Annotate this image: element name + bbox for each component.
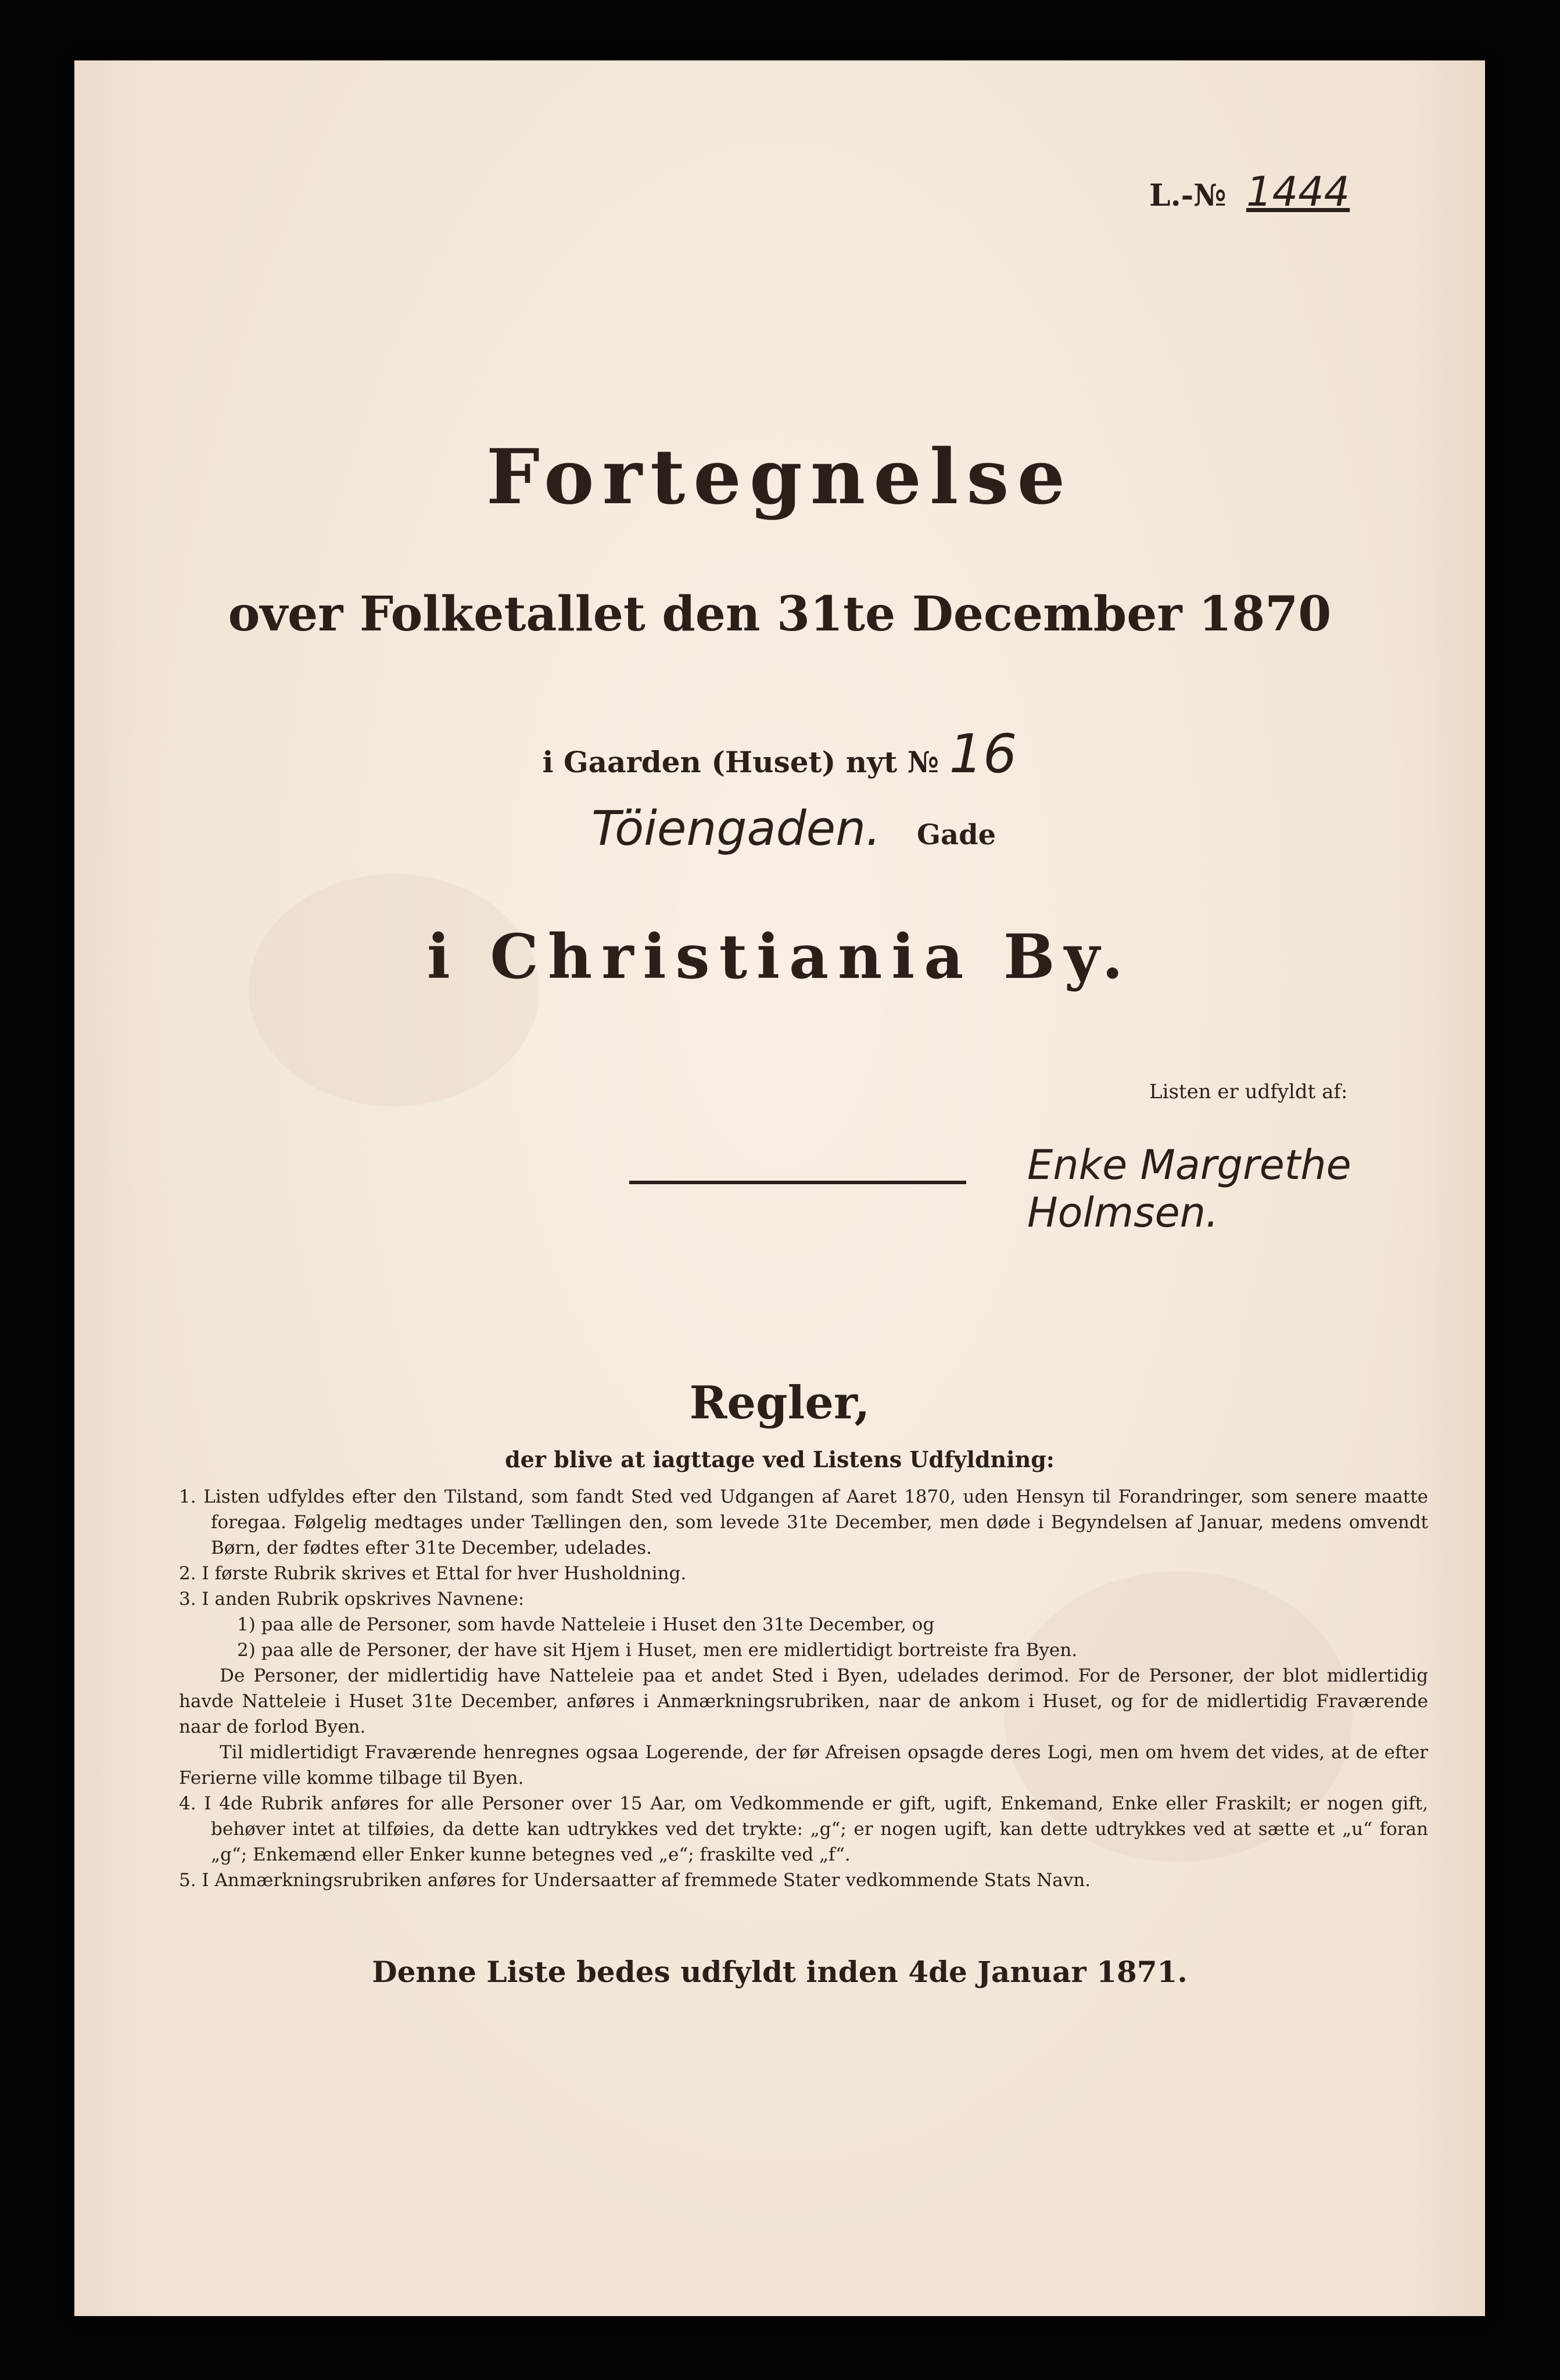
rules-list — [179, 1484, 1428, 1893]
rule-subitem: 2) paa alle de Personer, der have sit Hjem i Huset, men ere midlertidigt bortreiste fra Byen. — [237, 1640, 1078, 1661]
street-name-handwritten: Töiengaden. — [591, 801, 881, 856]
rule-item: 5. I Anmærkningsrubriken anføres for Undersaatter af fremmede Stater vedkommende Stats Navn. — [179, 1870, 1091, 1891]
list-number-label: L.-№ — [1149, 178, 1227, 213]
deadline-note: Denne Liste bedes udfyldt inden 4de Januar 1871. — [372, 1955, 1188, 1989]
gaard-line — [74, 723, 1485, 785]
city-line: i Christiania By. — [426, 920, 1133, 992]
list-number-value: 1444 — [1246, 168, 1350, 216]
rule-item: 4. I 4de Rubrik anføres for alle Personer over 15 Aar, om Vedkommende er gift, ugift, Enkemand, Enke eller Fraskilt; er nogen gift, behøver intet at tilføies, da dette kan udtrykkes ved det trykte: „g“; er nogen ugift, kan dette udtrykkes ved at sætte et „u“ foran „g“; Enkemænd eller Enker kunne betegnes ved „e“; fraskilte ved „f“. — [179, 1793, 1428, 1865]
rule-paragraph: Til midlertidigt Fraværende henregnes ogsaa Logerende, der før Afreisen opsagde deres Logi, men om hvem det vides, at de efter Ferierne ville komme tilbage til Byen. — [179, 1742, 1428, 1788]
rule-item: 1. Listen udfyldes efter den Tilstand, som fandt Sted ved Udgangen af Aaret 1870, uden Hensyn til Forandringer, som senere maatte foregaa. Følgelig medtages under Tællingen den, som levede 31te December, men døde i Begyndelsen af Januar, medens omvendt Børn, der fødtes efter 31te December, udelades. — [179, 1486, 1428, 1558]
gaard-label: i Gaarden (Huset) nyt № — [542, 745, 939, 779]
regler-subtitle: der blive at iagttage ved Listens Udfyldning: — [505, 1446, 1055, 1472]
document-subtitle: over Folketallet den 31te December 1870 — [228, 586, 1332, 642]
list-number-field — [1149, 168, 1350, 216]
filled-by-signature: Enke Margrethe Holmsen. — [1027, 1141, 1351, 1236]
regler-title: Regler, — [689, 1377, 870, 1429]
rule-subitem: 1) paa alle de Personer, som havde Natteleie i Huset den 31te December, og — [237, 1614, 935, 1635]
rule-item: 2. I første Rubrik skrives et Ettal for hver Husholdning. — [179, 1563, 687, 1584]
filled-by-label: Listen er udfyldt af: — [1149, 1080, 1348, 1103]
document-title: Fortegnelse — [486, 432, 1074, 521]
divider-line — [629, 1181, 966, 1184]
gaard-number: 16 — [949, 723, 1017, 785]
rule-paragraph: De Personer, der midlertidig have Natteleie paa et andet Sted i Byen, udelades derimod. For de Personer, der blot midlertidig havde Natteleie i Huset 31te December, anføres i Anmærkningsrubriken, naar de ankom i Huset, og for de midlertidig Fraværende naar de forlod Byen. — [179, 1665, 1428, 1737]
census-form-page — [74, 60, 1485, 2316]
rule-item: 3. I anden Rubrik opskrives Navnene: — [179, 1589, 525, 1610]
street-label: Gade — [917, 819, 996, 851]
